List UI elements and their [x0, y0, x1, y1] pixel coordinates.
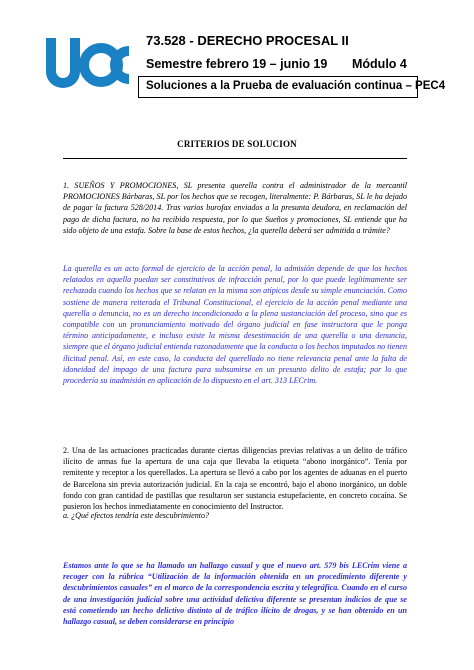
logo-letter-u	[46, 38, 80, 88]
module-label: Módulo 4	[352, 57, 407, 71]
answer-2a: Estamos ante lo que se ha llamado un hallazgo casual y que el nuevo art. 579 bis LECrim viene a recoger con la rúbrica “Utilización de la información obtenida en un procedimiento diferente y descubrimientos casuales” en el marco de la correspondencia escrita y telegráfica. Cuando en el curso de una investigación judicial sobre una actividad delictiva diferente se presentan indicios de que se está cometiendo un hecho delictivo distinto al de tráfico ilícito de drogas, y se han obtenido en un hallazgo casual, se deben considerarse en principio	[63, 561, 407, 627]
question-2: 2. Una de las actuaciones practicadas durante ciertas diligencias previas relativas a un delito de tráfico ilícito de armas fue la apertura de una caja que llevaba la etiqueta “abono inorgánico”. Tenía por remitente y receptor a los querellados. La apertura se llevó a cabo por los agentes de aduanas en el puerto de Barcelona sin previa autorización judicial. En la caja se encontró, bajo el abono inorgánico, un doble fondo con gran cantidad de pastillas que resultaron ser sustancia estupefaciente, en concreto cocaína. Se pusieron los hechos inmediatamente en conocimiento del Instructor.	[63, 446, 407, 512]
subtitle-box	[138, 76, 446, 98]
section-title: CRITERIOS DE SOLUCION	[177, 139, 297, 149]
subtitle-text: Soluciones a la Prueba de evaluación continua – PEC4	[146, 80, 446, 92]
semester-label: Semestre febrero 19 – junio 19	[146, 57, 328, 71]
section-divider	[63, 158, 407, 159]
question-1: 1. SUEÑOS Y PROMOCIONES, SL presenta querella contra el administrador de la mercantil PROMOCIONES Bárbaras, SL por los hechos que se recogen, literalmente: P. Bárbaras, SL le ha dejado de pagar la factura 528/2014. Tras varios burofax enviados a la presunta deudora, en reclamación del pago de dicha factura, no ha recibido respuesta, por lo que Sueños y promociones, SL entiende que ha sido objeto de una estafa. Sobre la base de estos hechos, ¿la querella deberá ser admitida a trámite?	[63, 181, 407, 235]
question-2a: a. ¿Qué efectos tendría este descubrimiento?	[63, 511, 210, 520]
course-title: 73.528 - DERECHO PROCESAL II	[146, 33, 349, 48]
uoc-logo	[46, 38, 129, 88]
answer-1: La querella es un acto formal de ejercicio de la acción penal, la admisión depende de que los hechos relatados en aquella puedan ser constitutivos de infracción penal, por lo que puede legítimamente ser rechazada cuando los hechos que se relatan en la misma son atípicos desde su simple enunciación. Como sostiene de manera reiterada el Tribunal Constitucional, el ejercicio de la acción penal mediante una querella o denuncia, no es un derecho incondicionado a la plena sustanciación del proceso, sino que es compatible con un pronunciamiento motivado del órgano judicial en fase instructora que le ponga término anticipadamente, e incluso existe la misma desestimación de una querella o una denuncia, siempre que el órgano judicial entienda razonadamente que la conducta o los hechos imputados no tienen ilicitud penal. Así, en este caso, la conducta del querellado no tiene relevancia penal ante la falta de idoneidad del impago de una factura para subsumirse en un presunto delito de estafa; por lo que procedería su inadmisión en aplicación de lo dispuesto en el art. 313 LECrim.	[63, 264, 408, 386]
